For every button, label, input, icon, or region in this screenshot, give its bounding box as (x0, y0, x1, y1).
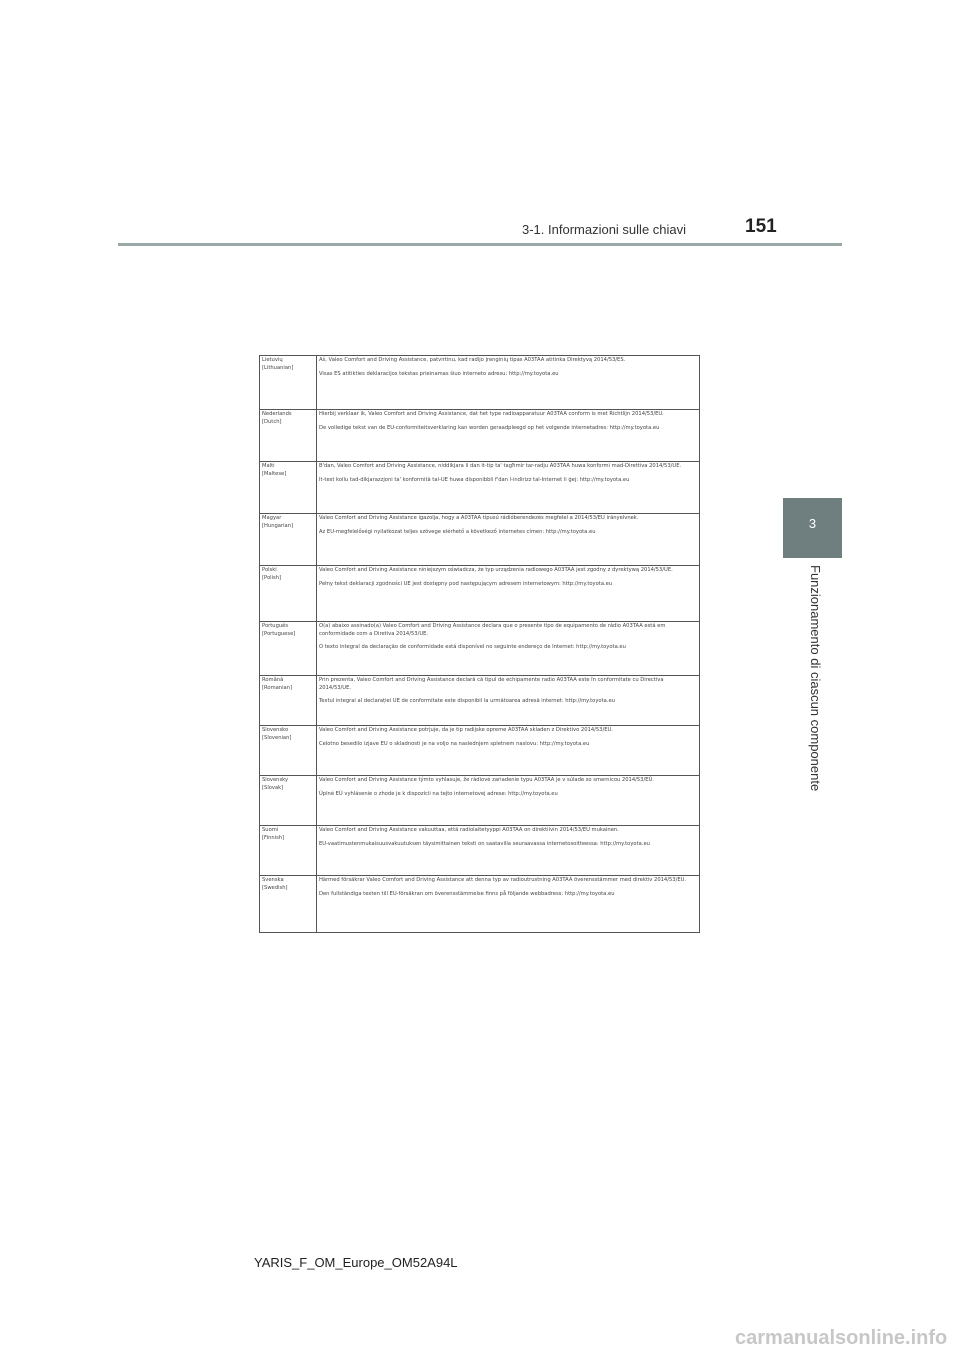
language-name: Polski (262, 567, 277, 573)
language-name: Română (262, 677, 284, 683)
availability-statement: Pełny tekst deklaracji zgodności UE jest dostępny pod następującym adresem internetowym: http://my.toyota.eu (319, 580, 613, 587)
language-name: Português (262, 623, 289, 629)
declaration-cell (317, 776, 700, 826)
language-name: Magyar (262, 515, 282, 521)
conformity-statement: Prin prezenta, Valeo Comfort and Driving Assistance declară că tipul de echipamente radio A03TAA este în conformitate cu Directiva 2014/53/UE. (319, 677, 664, 691)
language-name: Svenska (262, 877, 284, 883)
declaration-row (260, 566, 700, 622)
declaration-table (259, 355, 700, 933)
declaration-cell (317, 514, 700, 566)
language-name: Lietuvių (262, 357, 283, 363)
declaration-row (260, 622, 700, 676)
conformity-statement: Aš, Valeo Comfort and Driving Assistance, patvirtinu, kad radijo įrenginių tipas A03TAA atitinka Direktyvą 2014/53/ES. (319, 357, 626, 363)
availability-statement: It-test kollu tad-dikjarazzjoni ta' konformità tal-UE huwa disponibbli f'dan l-indirizz tal-Internet li ġej: http://my.toyota.eu (319, 476, 630, 483)
language-name-english: [Slovenian] (262, 734, 292, 741)
conformity-statement: Valeo Comfort and Driving Assistance niniejszym oświadcza, że typ urządzenia radiowego A03TAA jest zgodny z dyrektywą 2014/53/UE. (319, 567, 673, 573)
declaration-cell (317, 676, 700, 726)
language-cell (260, 676, 317, 726)
language-name-english: [Hungarian] (262, 522, 294, 529)
language-cell (260, 726, 317, 776)
declaration-cell (317, 726, 700, 776)
declaration-cell (317, 566, 700, 622)
language-cell (260, 876, 317, 933)
declaration-row (260, 726, 700, 776)
language-name-english: [Portuguese] (262, 630, 296, 637)
chapter-tab (783, 498, 842, 558)
watermark: carmanualsonline.info (735, 1327, 948, 1349)
availability-statement: Textul integral al declarației UE de conformitate este disponibil la următoarea adresă internet: http://my.toyota.eu (319, 698, 615, 705)
section-title: 3-1. Informazioni sulle chiavi (522, 222, 687, 237)
declaration-cell (317, 826, 700, 876)
language-cell (260, 622, 317, 676)
language-name: Malti (262, 463, 275, 469)
availability-statement: Celotno besedilo izjave EU o skladnosti je na voljo na naslednjem spletnem naslovu: http://my.toyota.eu (319, 740, 590, 747)
language-name-english: [Maltese] (262, 470, 287, 477)
conformity-statement: Valeo Comfort and Driving Assistance týmto vyhlasuje, že rádiové zariadenie typu A03TAA je v súlade so smernicou 2014/53/EÚ. (319, 777, 654, 783)
language-name-english: [Finnish] (262, 834, 285, 841)
declaration-cell (317, 462, 700, 514)
declaration-row (260, 876, 700, 933)
conformity-statement: Valeo Comfort and Driving Assistance potrjuje, da je tip radijske opreme A03TAA skladen z Direktivo 2014/53/EU. (319, 727, 613, 733)
chapter-caption: Funzionamento di ciascun componente (808, 565, 823, 792)
declaration-row (260, 826, 700, 876)
declaration-cell (317, 356, 700, 410)
language-cell (260, 566, 317, 622)
language-cell (260, 356, 317, 410)
declaration-cell (317, 410, 700, 462)
availability-statement: Visas ES atitikties deklaracijos tekstas prieinamas šiuo interneto adresu: http://my.toyota.eu (319, 370, 559, 377)
language-cell (260, 410, 317, 462)
availability-statement: EU-vaatimustenmukaisuusvakuutuksen täysimittainen teksti on saatavilla seuraavassa internetosoitteessa: http://my.toyota.eu (319, 840, 650, 847)
availability-statement: Den fullständiga texten till EU-försäkran om överensstämmelse finns på följande webbadress: http://my.toyota.eu (319, 890, 615, 897)
language-name-english: [Slovak] (262, 784, 284, 791)
declaration-row (260, 356, 700, 410)
declaration-cell (317, 622, 700, 676)
availability-statement: O texto integral da declaração de conformidade está disponível no seguinte endereço de Internet: http://my.toyota.eu (319, 644, 626, 651)
language-name-english: [Swedish] (262, 884, 288, 891)
language-cell (260, 462, 317, 514)
language-name: Slovensky (262, 777, 289, 783)
language-name: Suomi (262, 827, 279, 833)
conformity-statement: Valeo Comfort and Driving Assistance vakuuttaa, että radiolaitetyyppi A03TAA on direktiivin 2014/53/EU mukainen. (319, 827, 619, 833)
language-name-english: [Dutch] (262, 418, 282, 425)
chapter-number: 3 (808, 516, 817, 531)
conformity-statement: Hierbij verklaar ik, Valeo Comfort and Driving Assistance, dat het type radioapparatuur A03TAA conform is met Richtlijn 2014/53/EU. (319, 411, 664, 417)
conformity-statement: Valeo Comfort and Driving Assistance igazolja, hogy a A03TAA típusú rádióberendezés megfelel a 2014/53/EU irányelvnek. (319, 515, 639, 521)
declaration-cell (317, 876, 700, 933)
declaration-row (260, 514, 700, 566)
declaration-row (260, 410, 700, 462)
availability-statement: De volledige tekst van de EU-conformiteitsverklaring kan worden geraadpleegd op het volgende internetadres: http://my.toyota.eu (319, 424, 660, 431)
conformity-statement: O(a) abaixo assinado(a) Valeo Comfort and Driving Assistance declara que o presente tipo de equipamento de rádio A03TAA está em conformidade com a Diretiva 2014/53/UE. (319, 623, 666, 637)
availability-statement: Úplné EÚ vyhlásenie o zhode je k dispozícii na tejto internetovej adrese: http://my.toyota.eu (319, 790, 558, 797)
language-cell (260, 826, 317, 876)
availability-statement: Az EU-megfelelőségi nyilatkozat teljes szövege elérhető a következő internetes címen: http://my.toyota.eu (319, 528, 596, 535)
conformity-statement: Härmed försäkrar Valeo Comfort and Driving Assistance att denna typ av radioutrustning A03TAA överensstämmer med direktiv 2014/53/EU. (319, 877, 687, 883)
page-number: 151 (745, 216, 777, 237)
language-cell (260, 776, 317, 826)
language-name-english: [Lithuanian] (262, 364, 294, 371)
manual-code: YARIS_F_OM_Europe_OM52A94L (254, 1255, 458, 1270)
declaration-row (260, 676, 700, 726)
language-cell (260, 514, 317, 566)
language-name-english: [Polish] (262, 574, 282, 581)
conformity-statement: B'dan, Valeo Comfort and Driving Assistance, niddikjara li dan it-tip ta' tagħmir tar-radju A03TAA huwa konformi mad-Direttiva 2014/53/UE. (319, 463, 682, 469)
language-name: Slovensko (262, 727, 289, 733)
language-name: Nederlands (262, 411, 292, 417)
declaration-row (260, 462, 700, 514)
declaration-row (260, 776, 700, 826)
language-name-english: [Romanian] (262, 684, 293, 691)
header-rule (118, 243, 842, 246)
